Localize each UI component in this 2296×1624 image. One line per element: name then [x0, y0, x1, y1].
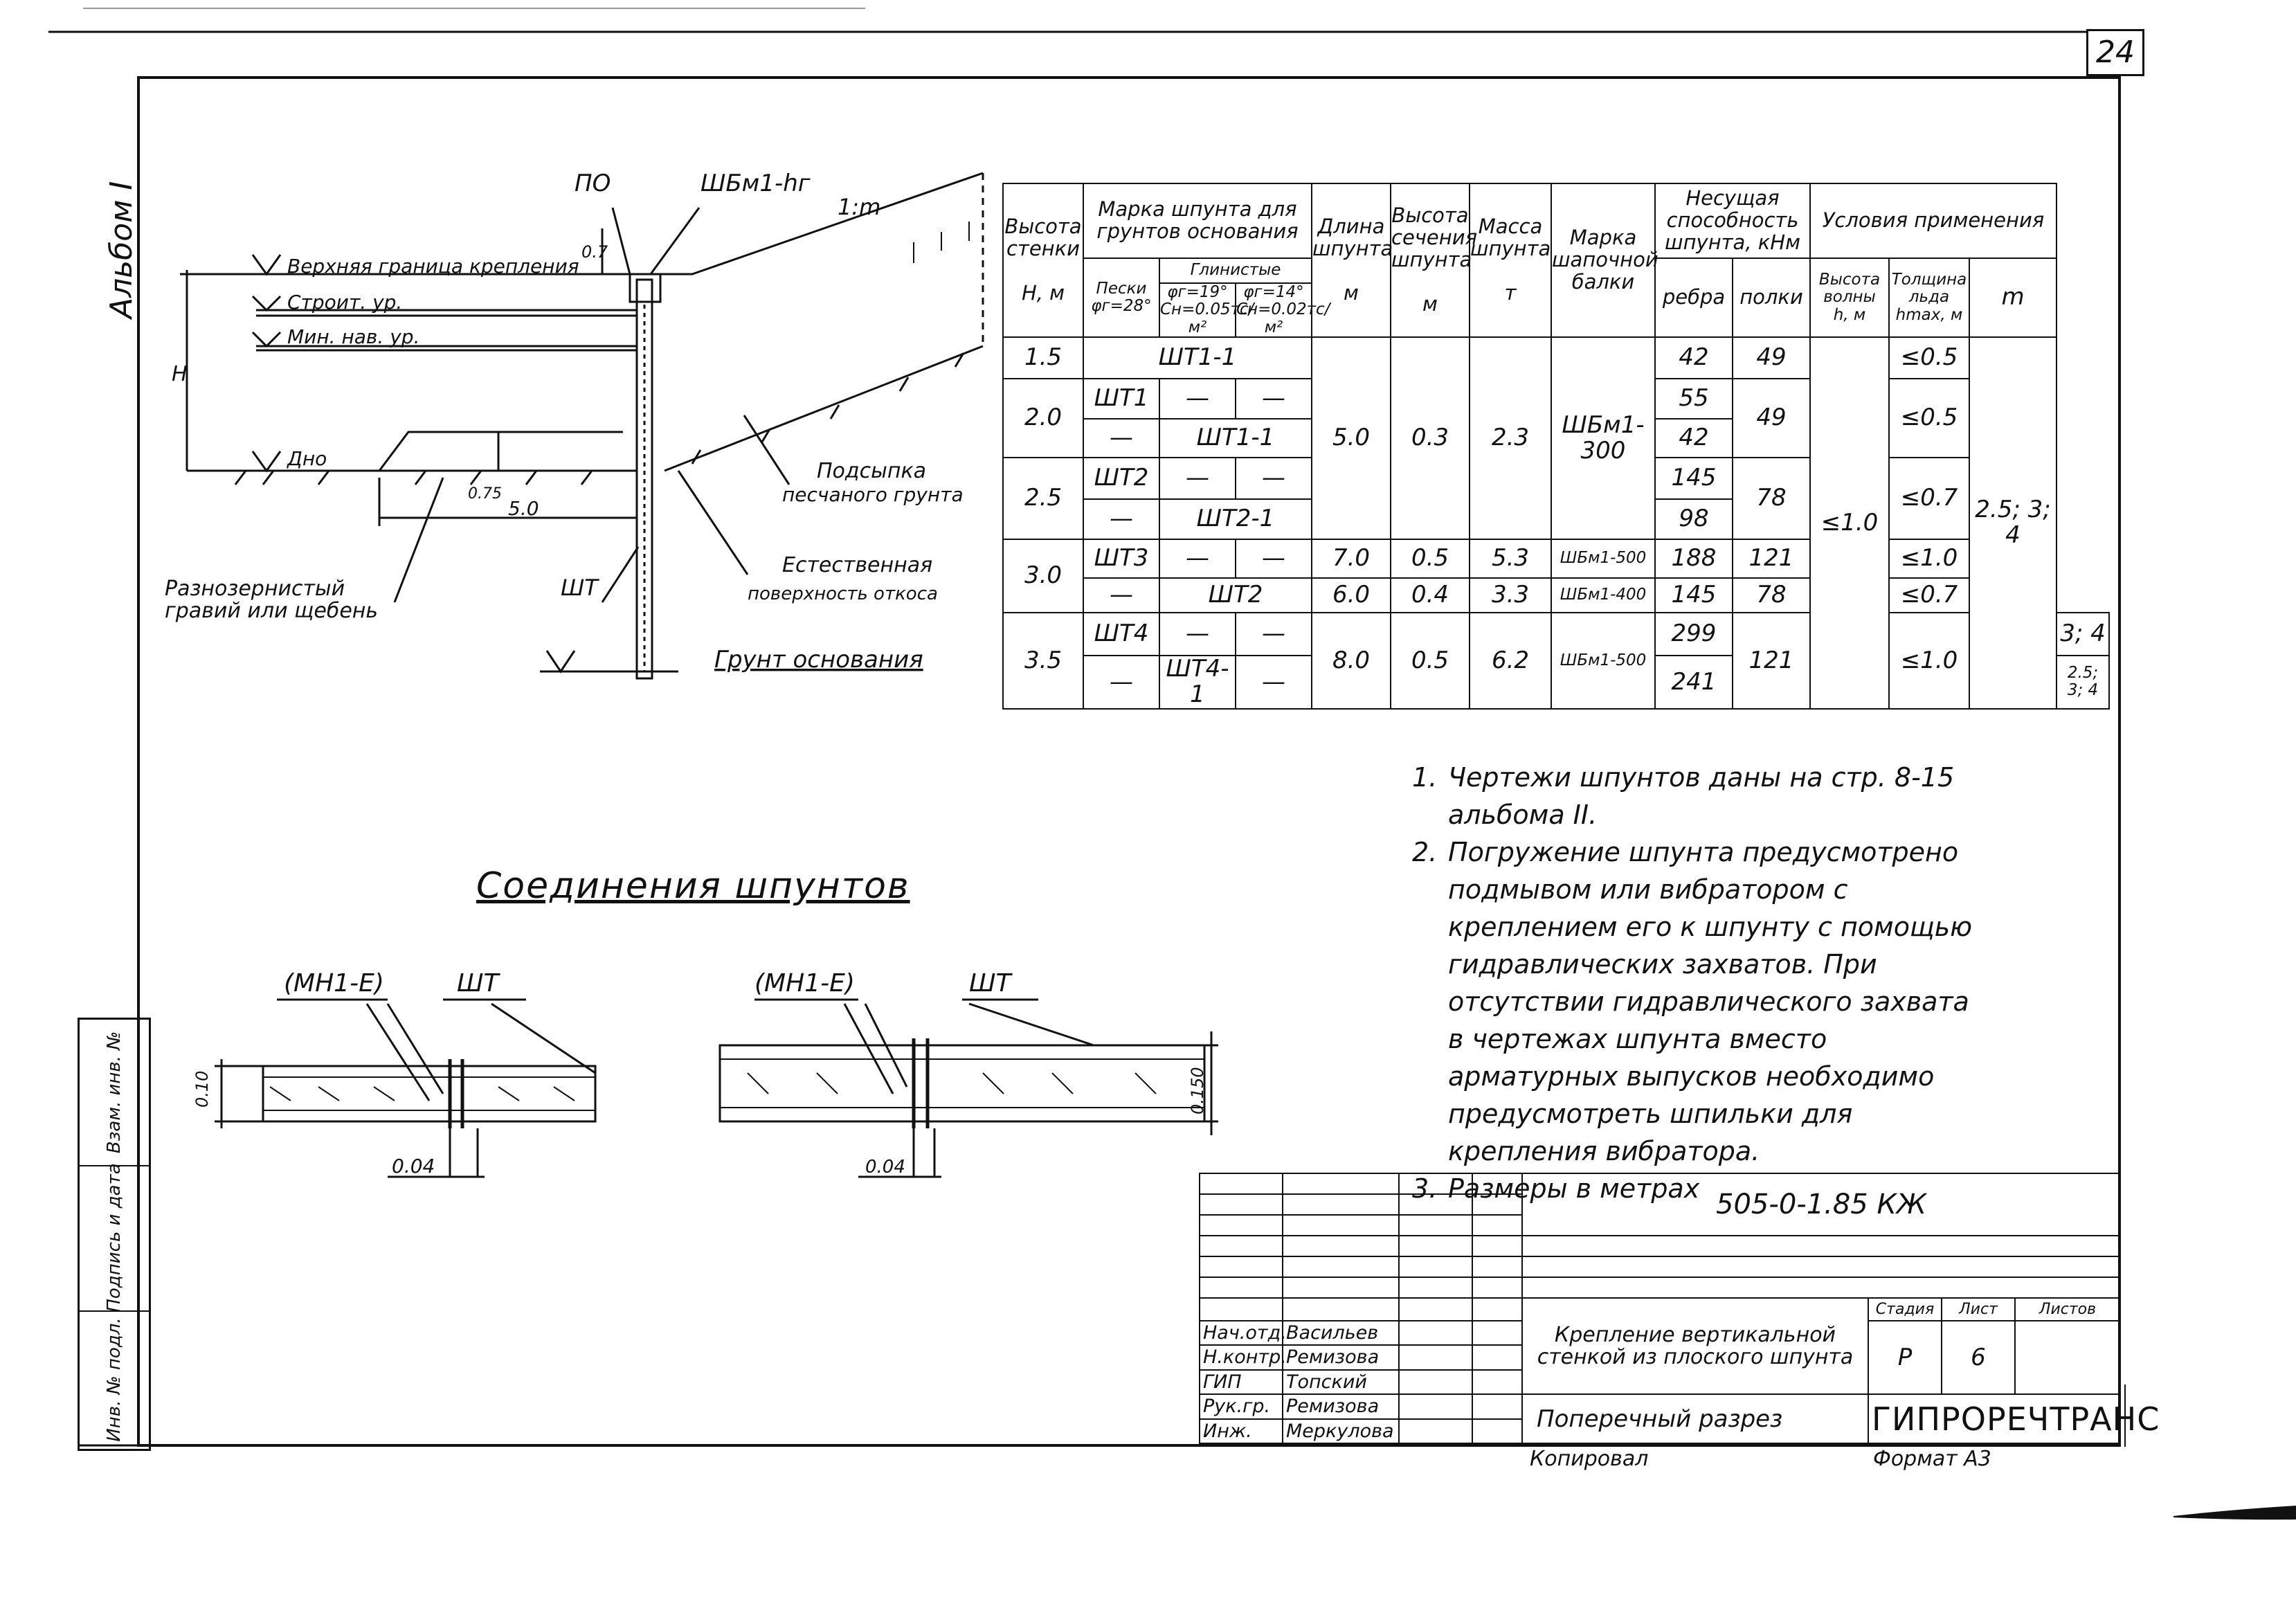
- note-item: 3. Размеры в метрах: [1412, 1173, 1700, 1204]
- joint-2-dim-004: 0.04: [865, 1157, 905, 1178]
- note-item: 1. Чертежи шпунтов даны на стр. 8-15 альбома II.: [1412, 762, 1955, 830]
- joints-title: Соединения шпунтов: [476, 865, 910, 907]
- row-20-dash-1: —: [1159, 379, 1236, 419]
- label-sheet: ШТ: [561, 575, 598, 601]
- row-30-len-1: 7.0: [1312, 539, 1391, 578]
- row-30-beam-2: ШБм1-400: [1551, 578, 1655, 613]
- row-20-h: 2.0: [1003, 379, 1083, 458]
- label-po: ПО: [575, 170, 611, 197]
- format-label: Формат А3: [1873, 1447, 1991, 1471]
- doc-title: Крепление вертикальной стенкой из плоского шпунта: [1522, 1298, 1868, 1394]
- header-capacity: Несущая способность шпунта, кНм: [1655, 183, 1810, 258]
- copied-by: Копировал: [1530, 1447, 1649, 1471]
- label-natural-2: поверхность откоса: [748, 584, 938, 604]
- dim-07: 0.7: [581, 242, 608, 262]
- sheet-value: 6: [1942, 1321, 2015, 1394]
- row-30-sec-2: 0.4: [1391, 578, 1470, 613]
- m-values: 2.5; 3; 4: [1969, 337, 2057, 709]
- label-bottom: Дно: [287, 447, 327, 470]
- row-35-flange: 121: [1733, 613, 1810, 709]
- row-20-dash-2: —: [1236, 379, 1312, 419]
- label-min-level: Мин. нав. ур.: [287, 325, 420, 348]
- row-30-mass-1: 5.3: [1470, 539, 1551, 578]
- row-25-h: 2.5: [1003, 458, 1083, 539]
- row-35-rib-1: 299: [1655, 613, 1733, 656]
- row-25-rib-2: 98: [1655, 499, 1733, 539]
- row-15-h: 1.5: [1003, 337, 1083, 379]
- role-cell: Инж.: [1200, 1419, 1283, 1444]
- row-25-mark-1: ШТ2: [1083, 458, 1159, 499]
- page-number: 24: [2086, 29, 2144, 76]
- role-cell: Рук.гр.: [1200, 1394, 1283, 1418]
- row-30-beam-1: ШБм1-500: [1551, 539, 1655, 578]
- header-flange: полки: [1733, 258, 1810, 337]
- dim-075: 0.75: [468, 485, 502, 503]
- row-35-rib-2: 241: [1655, 656, 1733, 709]
- name-cell: Топский: [1283, 1370, 1399, 1394]
- row-35-beam: ШБм1-500: [1551, 613, 1655, 709]
- joints-drawing: [0, 955, 1246, 1191]
- row-30-flange-2: 78: [1733, 578, 1810, 613]
- row-20-mark-1: ШТ1: [1083, 379, 1159, 419]
- label-slope: 1:m: [838, 194, 881, 220]
- row-30-len-2: 6.0: [1312, 578, 1391, 613]
- joint-2-label-mh: (МН1-Е): [754, 969, 855, 998]
- row-35-mark-1: ШТ4: [1083, 613, 1159, 656]
- joint-1-label-mh: (МН1-Е): [284, 969, 384, 998]
- joint-1-label-sht: ШТ: [457, 969, 499, 998]
- name-cell: Васильев: [1283, 1321, 1399, 1345]
- row-20-mark-2: ШТ1-1: [1159, 419, 1312, 458]
- row-35-ice: ≤1.0: [1889, 613, 1969, 709]
- header-beam-mark: Марка шапочной балки: [1551, 183, 1655, 337]
- row-25-dash-2: —: [1236, 458, 1312, 499]
- row-35-length: 8.0: [1312, 613, 1391, 709]
- dim-50: 5.0: [508, 497, 539, 520]
- row-25-dash-1: —: [1159, 458, 1236, 499]
- label-sand-fill: Подсыпка: [817, 459, 926, 483]
- row-30-mark-1: ШТ3: [1083, 539, 1159, 578]
- doc-code: 505-0-1.85 КЖ: [1522, 1173, 2120, 1236]
- sheet-header: Лист: [1942, 1298, 2015, 1320]
- row-30-flange-1: 121: [1733, 539, 1810, 578]
- header-ribs: ребра: [1655, 258, 1733, 337]
- stamp-cell-signature: Подпись и дата: [80, 1165, 149, 1312]
- header-pile-mark: Марка шпунта для грунтов основания: [1083, 183, 1312, 258]
- sheets-header: Листов: [2015, 1298, 2120, 1320]
- label-gravel-2: гравий или щебень: [165, 599, 379, 623]
- row-20-mass: 2.3: [1470, 337, 1551, 539]
- stamp-cell-inv-sub: Взам. инв. №: [80, 1020, 149, 1166]
- role-cell: Нач.отд.: [1200, 1321, 1283, 1345]
- row-25-dash-3: —: [1083, 499, 1159, 539]
- header-section-height: Высота сечения шпунта м: [1391, 183, 1470, 337]
- spec-table: [1002, 183, 2110, 710]
- row-25-ice: ≤0.7: [1889, 458, 1969, 539]
- row-20-dash-3: —: [1083, 419, 1159, 458]
- row-30-h: 3.0: [1003, 539, 1083, 613]
- row-20-ice: ≤0.5: [1889, 379, 1969, 458]
- row-20-length: 5.0: [1312, 337, 1391, 539]
- name-cell: Ремизова: [1283, 1394, 1399, 1418]
- stamp-cell-inv: Инв. № подл.: [104, 1317, 125, 1442]
- role-cell: ГИП: [1200, 1370, 1283, 1394]
- title-block: [1199, 1173, 2160, 1444]
- row-35-h: 3.5: [1003, 613, 1083, 709]
- header-mass: Масса шпунта т: [1470, 183, 1551, 337]
- row-20-rib-2: 42: [1655, 419, 1733, 458]
- header-sands: Пески φг=28°: [1083, 258, 1159, 337]
- label-base-soil: Грунт основания: [714, 646, 923, 674]
- row-30-mass-2: 3.3: [1470, 578, 1551, 613]
- notes-list: [1412, 759, 1980, 1207]
- row-15-flange: 49: [1733, 337, 1810, 379]
- row-30-rib-2: 145: [1655, 578, 1733, 613]
- row-35-dash-2: —: [1236, 613, 1312, 656]
- label-natural: Естественная: [782, 553, 933, 577]
- row-30-sec-1: 0.5: [1391, 539, 1470, 578]
- joint-2-label-sht: ШТ: [969, 969, 1011, 998]
- row-20-flange: 49: [1733, 379, 1810, 458]
- header-m: m: [1969, 258, 2057, 337]
- row-30-dash-2: —: [1236, 539, 1312, 578]
- header-clay-2: φг=14° Сн=0.02тс/м²: [1236, 283, 1330, 336]
- name-cell: Меркулова: [1283, 1419, 1399, 1444]
- row-30-dash-1: —: [1159, 539, 1236, 578]
- label-gravel: Разнозернистый: [165, 577, 345, 601]
- row-35-m-1: 3; 4: [2057, 613, 2109, 656]
- label-upper-boundary: Верхняя граница крепления: [287, 255, 579, 278]
- header-clay-1: φг=19° Сн=0.05тс/м²: [1160, 283, 1254, 336]
- row-35-dash-3: —: [1083, 656, 1159, 709]
- row-15-mark: ШТ1-1: [1083, 337, 1312, 379]
- label-sand-fill-2: песчаного грунта: [782, 483, 964, 506]
- row-25-mark-2: ШТ2-1: [1159, 499, 1312, 539]
- name-cell: Ремизова: [1283, 1345, 1399, 1369]
- stage-header: Стадия: [1868, 1298, 1942, 1320]
- row-30-ice-1: ≤1.0: [1889, 539, 1969, 578]
- header-clays: Глинистые: [1159, 258, 1312, 283]
- cross-section-drawing: [0, 0, 997, 699]
- label-height: H: [172, 362, 188, 386]
- row-20-rib-1: 55: [1655, 379, 1733, 419]
- row-30-mark-2: ШТ2: [1159, 578, 1312, 613]
- row-15-rib: 42: [1655, 337, 1733, 379]
- row-20-beam: ШБм1-300: [1551, 337, 1655, 539]
- role-cell: Н.контр.: [1200, 1345, 1283, 1369]
- header-wall-height: Высота стенки H, м: [1003, 183, 1083, 337]
- sheet-title: Поперечный разрез: [1522, 1394, 1868, 1443]
- album-label: Альбом I: [104, 181, 139, 318]
- row-25-flange: 78: [1733, 458, 1810, 539]
- header-conditions: Условия применения: [1810, 183, 2057, 258]
- label-build-level: Строит. ур.: [287, 291, 403, 314]
- label-sheet-beam: ШБм1-hг: [700, 170, 811, 197]
- row-30-dash-3: —: [1083, 578, 1159, 613]
- row-35-dash-1: —: [1159, 613, 1236, 656]
- row-30-rib-1: 188: [1655, 539, 1733, 578]
- row-35-section: 0.5: [1391, 613, 1470, 709]
- note-item: 2. Погружение шпунта предусмотрено подмывом или вибратором с креплением его к шпунту с помощью гидравлических захватов. При отсутствии гидравлического захвата в чертежах шпунта вместо арматурных выпусков необходимо предусмотреть шпильки для крепления вибратора.: [1412, 837, 1973, 1166]
- header-wave: Высота волны h, м: [1810, 258, 1889, 337]
- organization: ГИПРОРЕЧТРАНС: [1868, 1394, 2120, 1443]
- joint-1-dim-004: 0.04: [392, 1155, 435, 1178]
- row-20-section: 0.3: [1391, 337, 1470, 539]
- row-15-ice: ≤0.5: [1889, 337, 1969, 379]
- stage-value: Р: [1868, 1321, 1942, 1394]
- side-stamp: [78, 1018, 151, 1451]
- row-35-mass: 6.2: [1470, 613, 1551, 709]
- dim-0150: 0.150: [1188, 1067, 1207, 1115]
- row-35-dash-4: —: [1236, 656, 1312, 709]
- dim-010: 0.10: [192, 1070, 212, 1108]
- row-35-mark-2: ШТ4-1: [1159, 656, 1236, 709]
- row-25-rib-1: 145: [1655, 458, 1733, 499]
- row-30-ice-2: ≤0.7: [1889, 578, 1969, 613]
- wave-height: ≤1.0: [1810, 337, 1889, 709]
- header-ice: Толщина льда hmax, м: [1889, 258, 1969, 337]
- row-35-m-2: 2.5; 3; 4: [2057, 656, 2109, 709]
- header-length: Длина шпунта м: [1312, 183, 1391, 337]
